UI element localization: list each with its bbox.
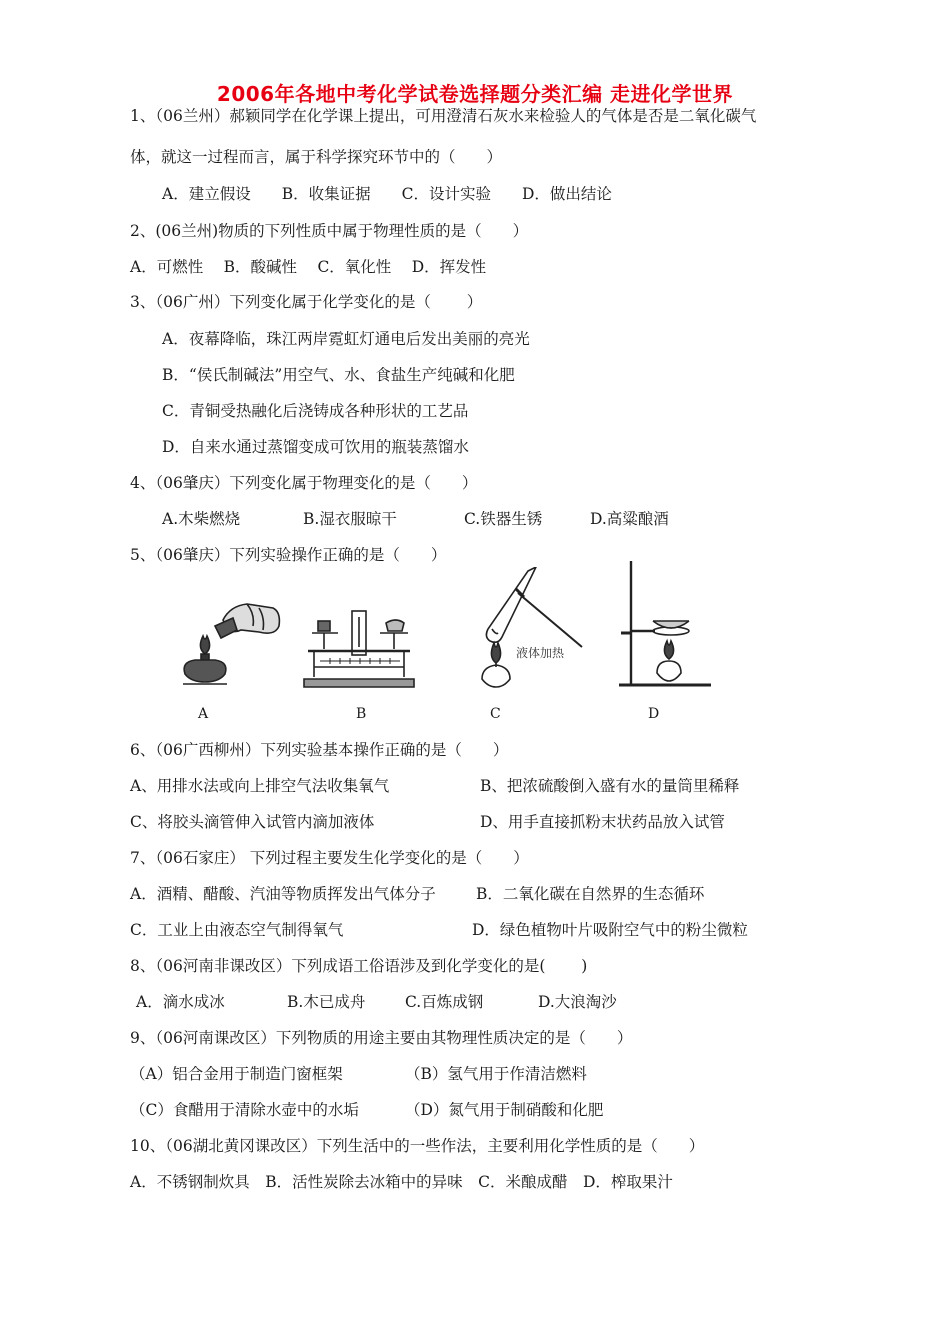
q7-option-a: A．酒精、醋酸、汽油等物质挥发出气体分子 [130, 885, 436, 903]
q6-option-b: B、把浓硫酸倒入盛有水的量筒里稀释 [480, 777, 740, 795]
q2-stem: 2、(06兰州)物质的下列性质中属于物理性质的是（ ） [130, 222, 529, 240]
q9-stem: 9、（06河南课改区）下列物质的用途主要由其物理性质决定的是（ ） [130, 1029, 633, 1047]
q8-stem: 8、（06河南非课改区）下列成语工俗语涉及到化学变化的是( ) [130, 957, 588, 975]
q6-option-d: D、用手直接抓粉末状药品放入试管 [480, 813, 725, 831]
q3-option-d: D．自来水通过蒸馏变成可饮用的瓶装蒸馏水 [162, 438, 469, 456]
q5-stem: 5、（06肇庆）下列实验操作正确的是（ ） [130, 546, 447, 564]
figure-label-d: D [648, 706, 660, 722]
q1-options: A．建立假设 B．收集证据 C．设计实验 D．做出结论 [162, 185, 612, 203]
q9-option-a: （A）铝合金用于制造门窗框架 [130, 1065, 343, 1083]
figure-label-c: C [490, 706, 501, 722]
q2-options: A．可燃性 B．酸碱性 C．氧化性 D．挥发性 [130, 258, 487, 276]
q7-option-d: D．绿色植物叶片吸附空气中的粉尘微粒 [472, 921, 748, 939]
q10-options: A．不锈钢制炊具 B．活性炭除去冰箱中的异味 C．米酿成醋 D．榨取果汁 [130, 1173, 673, 1191]
q4-option-c: C.铁器生锈 [464, 510, 543, 528]
figure-a-lighting-alcohol-lamp [175, 596, 290, 691]
q4-stem: 4、（06肇庆）下列变化属于物理变化的是（ ） [130, 474, 478, 492]
q9-option-d: （D）氮气用于制硝酸和化肥 [405, 1101, 604, 1119]
figure-c-heating-liquid [478, 567, 593, 692]
figure-label-b: B [356, 706, 367, 722]
q9-option-b: （B）氢气用于作清洁燃料 [405, 1065, 587, 1083]
q10-stem: 10、（06湖北黄冈课改区）下列生活中的一些作法，主要利用化学性质的是（ ） [130, 1137, 705, 1155]
page-title: 2006年各地中考化学试卷选择题分类汇编 走进化学世界 [216, 82, 734, 106]
q7-option-c: C．工业上由液态空气制得氧气 [130, 921, 344, 939]
figure-b-balance [300, 603, 418, 693]
q6-option-a: A、用排水法或向上排空气法收集氧气 [130, 777, 390, 795]
q8-option-b: B.木已成舟 [287, 993, 366, 1011]
q7-option-b: B．二氧化碳在自然界的生态循环 [476, 885, 705, 903]
q4-option-b: B.湿衣服晾干 [303, 510, 397, 528]
q4-option-d: D.高粱酿酒 [590, 510, 669, 528]
q6-stem: 6、（06广西柳州）下列实验基本操作正确的是（ ） [130, 741, 509, 759]
figure-label-a: A [198, 706, 209, 722]
q1-stem-line2: 体，就这一过程而言，属于科学探究环节中的（ ） [130, 148, 503, 166]
q3-option-a: A．夜幕降临，珠江两岸霓虹灯通电后发出美丽的亮光 [162, 330, 530, 348]
q3-stem: 3、（06广州）下列变化属于化学变化的是（ ） [130, 293, 483, 311]
figure-c-caption: 液体加热 [516, 646, 565, 660]
q3-option-c: C．青铜受热融化后浇铸成各种形状的工艺品 [162, 402, 469, 420]
q8-option-c: C.百炼成钢 [405, 993, 484, 1011]
q4-option-a: A.木柴燃烧 [162, 510, 241, 528]
q8-option-a: A．滴水成冰 [136, 993, 225, 1011]
q3-option-b: B．“侯氏制碱法”用空气、水、食盐生产纯碱和化肥 [162, 366, 515, 384]
figure-d-evaporating-dish [615, 561, 715, 691]
q1-stem-line1: 1、（06兰州）郝颖同学在化学课上提出，可用澄清石灰水来检验人的气体是否是二氧化碳气 [130, 107, 757, 125]
q8-option-d: D.大浪淘沙 [538, 993, 617, 1011]
q9-option-c: （C）食醋用于清除水壶中的水垢 [130, 1101, 359, 1119]
q6-option-c: C、将胶头滴管伸入试管内滴加液体 [130, 813, 375, 831]
q7-stem: 7、（06石家庄） 下列过程主要发生化学变化的是（ ） [130, 849, 529, 867]
